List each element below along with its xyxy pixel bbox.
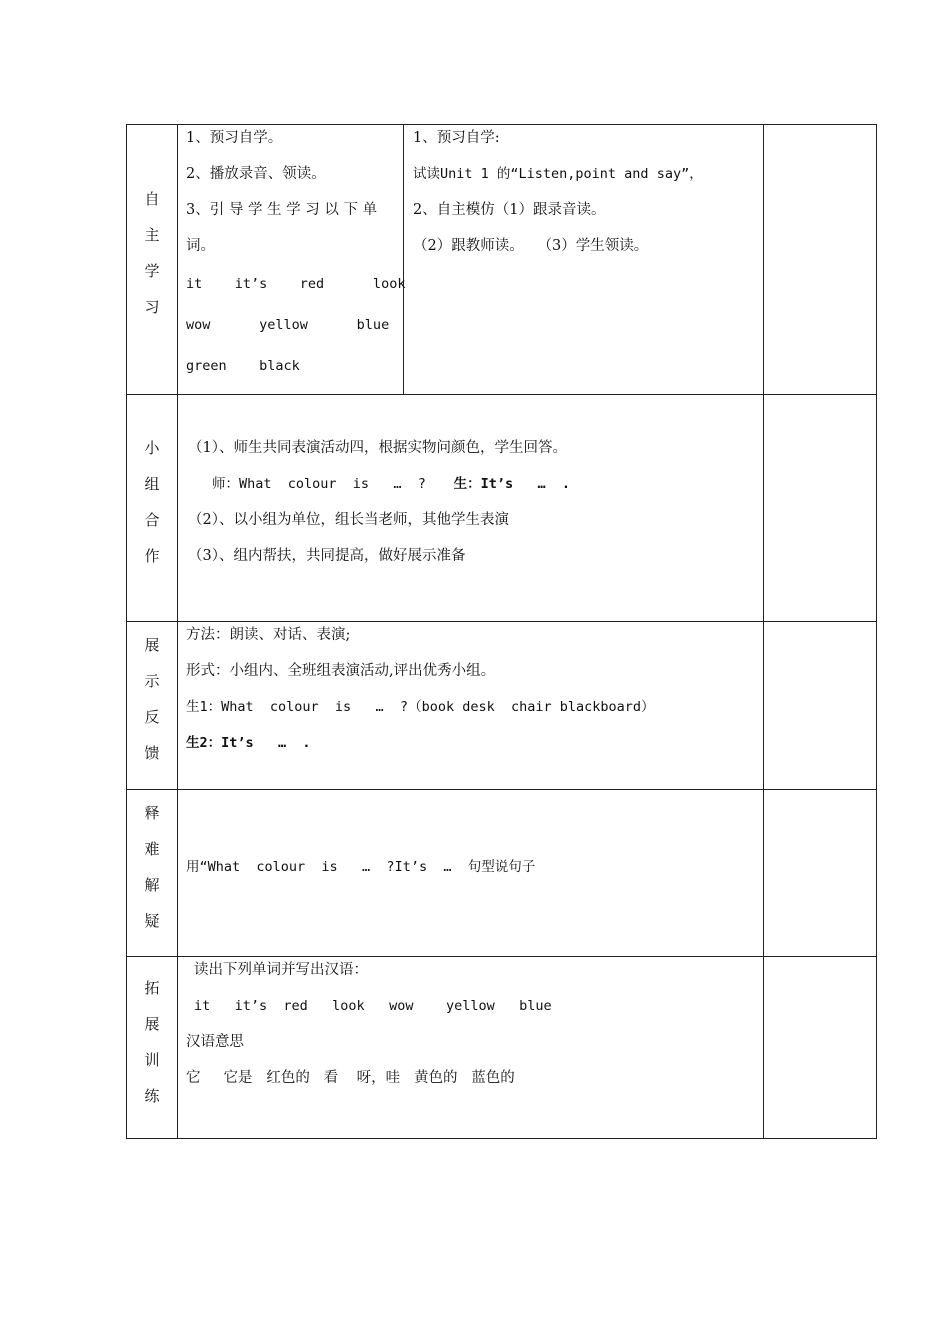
text-line: 方法：朗读、对话、表演; xyxy=(186,627,351,643)
text-line: 用“What colour is … ?It’s … 句型说句子 xyxy=(186,859,536,875)
extension-cell xyxy=(186,952,552,1096)
group-work-cell xyxy=(188,430,570,574)
row-label-extension xyxy=(127,970,177,1114)
text-line: 试读Unit 1 的“Listen,point and say”， xyxy=(413,166,703,182)
teacher-activity-cell xyxy=(186,120,405,387)
text-line: 3、引 导 学 生 学 习 以 下 单 xyxy=(186,202,378,218)
text-line: 读出下列单词并写出汉语： xyxy=(194,962,368,978)
vocab-line: green black xyxy=(186,358,300,374)
teacher-question: 师：What colour is … ? xyxy=(212,476,426,492)
row-label-char: 馈 xyxy=(144,744,160,762)
text-line: 形式：小组内、全班组表演活动,评出优秀小组。 xyxy=(186,663,496,679)
row-label-char: 展 xyxy=(144,1015,160,1033)
row-label-char: 作 xyxy=(144,547,160,565)
row-label-char: 难 xyxy=(144,840,160,858)
student-activity-cell xyxy=(413,120,703,264)
notes-column-divider xyxy=(763,124,764,1139)
row-label-char: 训 xyxy=(144,1051,160,1069)
row-label-char: 展 xyxy=(144,636,160,654)
row-label-char: 组 xyxy=(144,475,160,493)
row-divider-1 xyxy=(126,394,877,395)
row-label-char: 疑 xyxy=(144,912,160,930)
vocab-line: it it’s red look wow yellow blue xyxy=(194,998,552,1014)
row-label-char: 示 xyxy=(144,672,160,690)
row-label-presentation xyxy=(127,627,177,771)
text-line: 汉语意思 xyxy=(186,1034,244,1050)
label-column-divider xyxy=(177,124,178,1139)
row-label-clarification xyxy=(127,795,177,939)
meaning-line: 它 它是 红色的 看 呀，哇 黄色的 蓝色的 xyxy=(186,1070,515,1086)
row-label-self-study xyxy=(127,181,177,325)
row-label-group-work xyxy=(127,430,177,574)
row-label-char: 小 xyxy=(144,439,160,457)
dialogue-line xyxy=(188,466,570,502)
text-line: （2）、以小组为单位，组长当老师，其他学生表演 xyxy=(188,512,509,528)
vocab-line: wow yellow blue xyxy=(186,317,390,333)
row-label-char: 反 xyxy=(144,708,160,726)
text-line: 1、预习自学。 xyxy=(186,130,283,146)
row-label-char: 解 xyxy=(144,876,160,894)
row-label-char: 练 xyxy=(144,1087,160,1105)
text-line: 2、自主模仿（1）跟录音读。 xyxy=(413,202,606,218)
text-line: 生2：It’s … . xyxy=(186,735,311,751)
text-line: （3）、组内帮扶，共同提高，做好展示准备 xyxy=(188,548,466,564)
text-line: 生1：What colour is … ?（book desk chair blackboard） xyxy=(186,699,655,715)
table-border-right xyxy=(876,124,877,1139)
row-label-char: 拓 xyxy=(144,979,160,997)
row-label-char: 自 xyxy=(144,190,160,208)
text-line: （1）、师生共同表演活动四，根据实物问颜色，学生回答。 xyxy=(188,440,567,456)
row-label-char: 合 xyxy=(144,511,160,529)
vocab-line: it it’s red look xyxy=(186,276,406,292)
text-line: 1、预习自学: xyxy=(413,130,500,146)
student-answer: 生：It’s … . xyxy=(453,476,570,492)
text-line: （2）跟教师读。 （3）学生领读。 xyxy=(413,238,649,254)
row-divider-3 xyxy=(126,789,877,790)
clarification-cell xyxy=(186,849,535,885)
row-label-char: 学 xyxy=(144,262,160,280)
row-label-char: 主 xyxy=(144,226,160,244)
table-border-bottom xyxy=(126,1138,877,1139)
row-label-char: 习 xyxy=(144,298,160,316)
row-label-char: 释 xyxy=(144,804,160,822)
presentation-cell xyxy=(186,617,655,761)
text-line: 词。 xyxy=(186,238,215,254)
text-line: 2、播放录音、领读。 xyxy=(186,166,326,182)
